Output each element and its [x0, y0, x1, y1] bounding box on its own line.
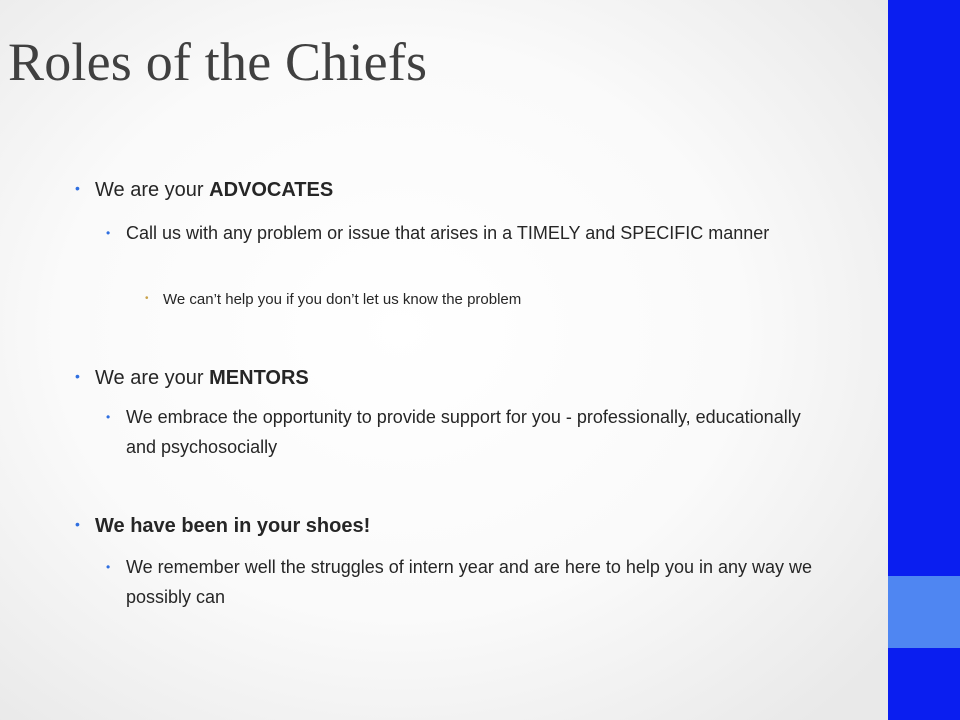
sub-point-text: Call us with any problem or issue that arises in a TIMELY and SPECIFIC manner [126, 223, 770, 243]
point-emphasis: MENTORS [209, 367, 309, 389]
sub-bullet-advocates [106, 218, 816, 248]
sub-point-text: We remember well the struggles of intern year and are here to help you in any way we possibly can [126, 557, 813, 607]
point-emphasis: ADVOCATES [209, 179, 334, 201]
point-heading: We have been in your shoes! [95, 515, 371, 537]
sidebar-accent-block [888, 576, 960, 648]
bullet-dot-icon: • [145, 293, 149, 304]
bullet-dot-icon: • [75, 516, 80, 532]
bullet-advocates [75, 178, 855, 202]
bullet-shoes [75, 514, 855, 538]
bullet-dot-icon: • [75, 180, 80, 196]
slide-title: Roles of the Chiefs [8, 32, 428, 92]
bullet-dot-icon: • [75, 368, 80, 384]
sub-bullet-shoes [106, 552, 816, 612]
bullet-dot-icon: • [106, 560, 111, 574]
point-prefix: We are your [95, 367, 210, 389]
point-prefix: We are your [95, 179, 210, 201]
sub-point-text: We embrace the opportunity to provide support for you - professionally, educationally and psychosocially [126, 407, 801, 457]
bullet-dot-icon: • [106, 410, 111, 424]
sub-sub-bullet-advocates [145, 289, 803, 311]
bullet-mentors [75, 366, 855, 390]
sub-bullet-mentors [106, 402, 816, 462]
bullet-dot-icon: • [106, 226, 111, 240]
sub-sub-point-text: We can’t help you if you don’t let us know the problem [163, 291, 522, 308]
